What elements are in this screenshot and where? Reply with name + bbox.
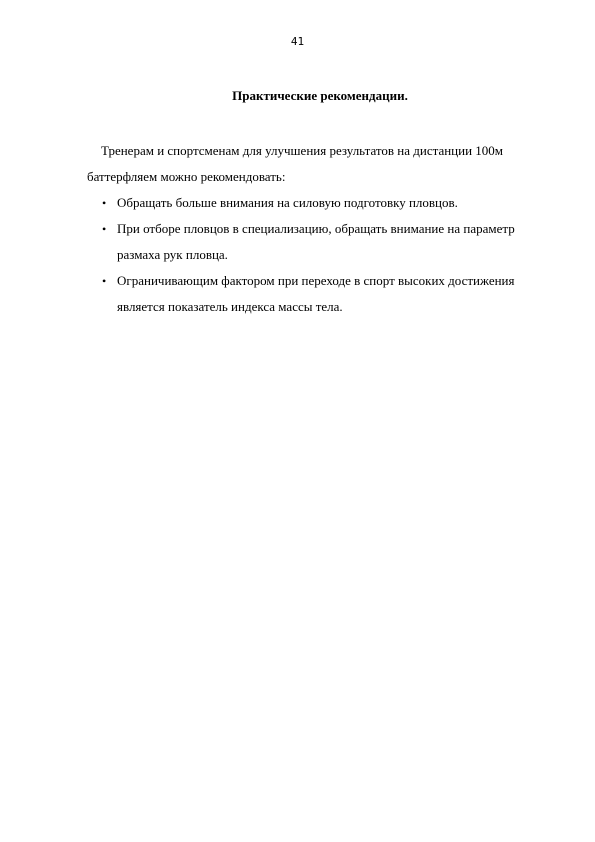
bullet-icon: • — [102, 274, 107, 288]
list-item-text: При отборе пловцов в специализацию, обращать внимание на параметр размаха рук пловца. — [117, 221, 515, 262]
list-item — [87, 268, 559, 320]
list-item-text: Обращать больше внимания на силовую подготовку пловцов. — [117, 195, 458, 210]
page-number: 41 — [290, 35, 305, 48]
bullet-icon: • — [102, 222, 107, 236]
bullet-icon: • — [102, 196, 107, 210]
list-item — [87, 190, 559, 216]
intro-line-1: Тренерам и спортсменам для улучшения результатов на дистанции 100м — [101, 143, 504, 158]
intro-line-2: баттерфляем можно рекомендовать: — [87, 169, 286, 184]
page-title: Практические рекомендации. — [232, 88, 408, 103]
recommendations-list — [87, 190, 559, 320]
intro-paragraph — [87, 138, 559, 190]
list-item — [87, 216, 559, 268]
list-item-text: Ограничивающим фактором при переходе в спорт высоких достижения является показатель индекса массы тела. — [117, 273, 515, 314]
document-body — [87, 138, 559, 320]
